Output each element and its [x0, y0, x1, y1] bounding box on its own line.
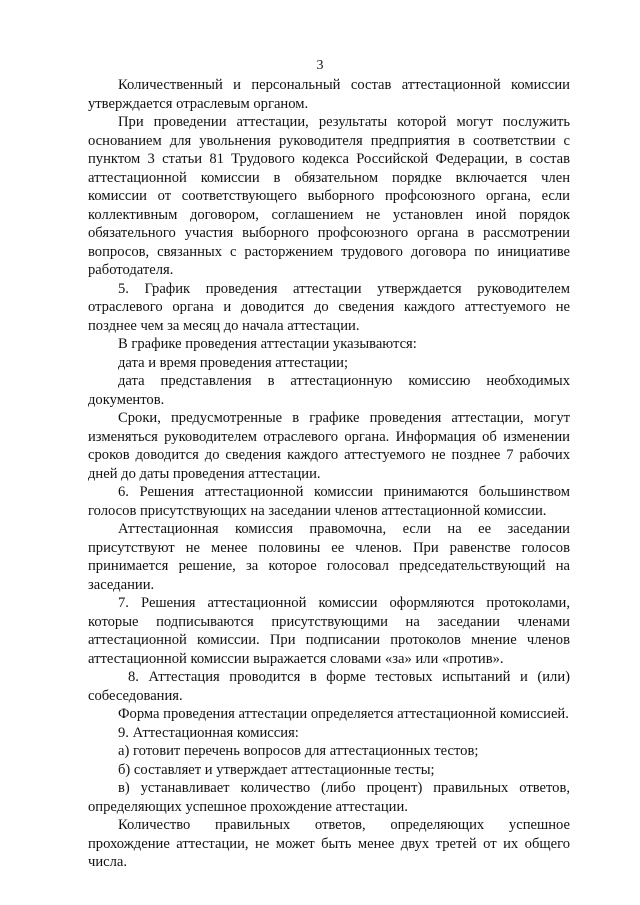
paragraph-documents-date: дата представления в аттестационную комиссию необходимых документов. [88, 373, 570, 408]
paragraph-item-9a: а) готовит перечень вопросов для аттестационных тестов; [118, 743, 479, 759]
paragraph-schedule-changes: Сроки, предусмотренные в графике проведения аттестации, могут изменяться руководителем отраслевого органа. Информация об изменении сроков доводится до сведения каждого аттестуемого не позднее 7 рабочих дней до даты проведения аттестации. [88, 410, 570, 482]
paragraph-item-9b: б) составляет и утверждает аттестационные тесты; [118, 761, 435, 778]
paragraph-item-7-protocols: 7. Решения аттестационной комиссии оформляются протоколами, которые подписываются присутствующими на заседании членами аттестационной комиссии. При подписании протоколов мнение членов аттестационной комиссии выражается словами «за» или «против». [88, 595, 570, 667]
paragraph-item-8-form: 8. Аттестация проводится в форме тестовых испытаний и (или) собеседования. [88, 669, 570, 704]
paragraph-item-6-decisions: 6. Решения аттестационной комиссии принимаются большинством голосов присутствующих на заседании членов аттестационной комиссии. [88, 484, 570, 519]
paragraph-form-determined: Форма проведения аттестации определяется аттестационной комиссией. [118, 706, 569, 722]
paragraph-quorum: Аттестационная комиссия правомочна, если на ее заседании присутствуют не менее половины ее членов. При равенстве голосов принимается решение, за которое голосовал председательствующий на заседании. [88, 521, 570, 593]
document-body [88, 76, 570, 872]
paragraph-correct-answers: Количество правильных ответов, определяющих успешное прохождение аттестации, не может быть менее двух третей от их общего числа. [88, 817, 570, 870]
paragraph-trade-union-member: При проведении аттестации, результаты которой могут послужить основанием для увольнения руководителя предприятия в соответствии с пунктом 3 статьи 81 Трудового кодекса Российской Федерации, в состав аттестационной комиссии в обязательном порядке включается член комиссии от соответствующего выборного профсоюзного органа, если коллективным договором, соглашением не установлен иной порядок обязательного участия выборного профсоюзного органа в рассмотрении вопросов, связанных с расторжением трудового договора по инициативе работодателя. [88, 114, 570, 278]
paragraph-schedule-contents: В графике проведения аттестации указываются: [118, 336, 417, 352]
paragraph-commission-composition: Количественный и персональный состав аттестационной комиссии утверждается отраслевым органом. [88, 77, 570, 112]
page-number: 3 [316, 58, 324, 73]
paragraph-item-9c: в) устанавливает количество (либо процент) правильных ответов, определяющих успешное прохождение аттестации. [88, 780, 570, 815]
paragraph-item-9-commission: 9. Аттестационная комиссия: [118, 724, 299, 741]
paragraph-date-time: дата и время проведения аттестации; [118, 354, 348, 371]
paragraph-item-5-schedule: 5. График проведения аттестации утверждается руководителем отраслевого органа и доводится до сведения каждого аттестуемого не позднее чем за месяц до начала аттестации. [88, 280, 570, 334]
